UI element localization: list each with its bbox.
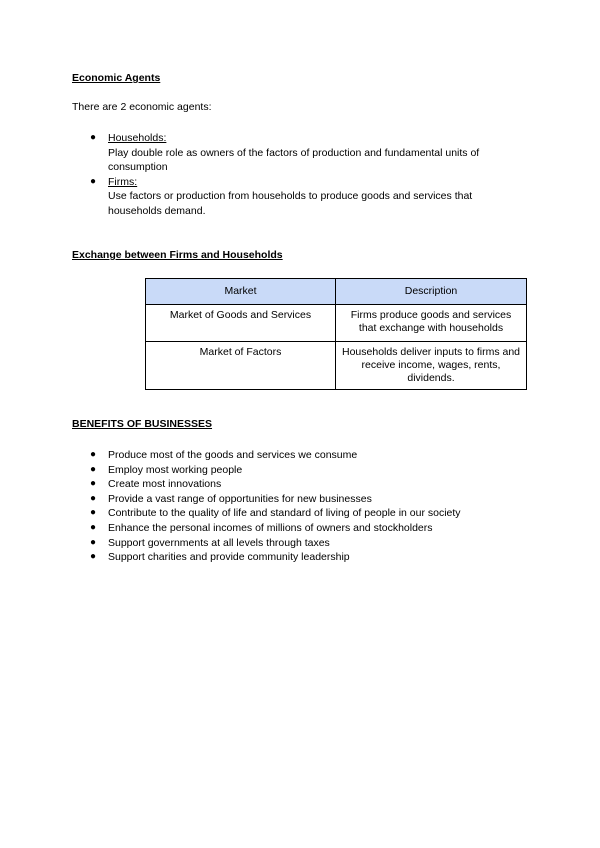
bullet-icon: ● [90, 449, 97, 460]
bullet-icon: ● [90, 175, 97, 187]
bullet-icon: ● [90, 478, 97, 490]
list-item: ● Produce most of the goods and services we consume [90, 449, 358, 461]
list-item: ● Create most innovations [90, 478, 222, 491]
list-item: ● Employ most working people [90, 463, 243, 476]
bullet-icon: ● [90, 132, 97, 143]
list-item: ● Support governments at all levels through taxes [90, 536, 330, 549]
agents-list [72, 131, 512, 219]
agents-intro-text: There are 2 economic agents: [72, 101, 212, 113]
exchange-heading: Exchange between Firms and Households [72, 249, 283, 261]
firms-description: Use factors or production from households to produce goods and services that households demand. [108, 190, 473, 217]
bullet-icon: ● [90, 536, 97, 548]
bullet-icon: ● [90, 463, 97, 475]
list-item: ● Support charities and provide community leadership [90, 551, 350, 564]
bullet-icon: ● [90, 521, 97, 533]
list-item-households [72, 131, 512, 175]
list-item: ● Contribute to the quality of life and standard of living of people in our society [90, 507, 461, 520]
economic-agents-heading: Economic Agents [72, 72, 161, 84]
column-header-description: Description [336, 279, 527, 305]
households-label: Households: [108, 132, 167, 144]
column-header-market: Market [146, 279, 336, 305]
exchange-table [145, 278, 527, 390]
benefits-list [72, 448, 532, 565]
list-item: ● Enhance the personal incomes of millions of owners and stockholders [90, 521, 433, 534]
description-cell: Households deliver inputs to firms and receive income, wages, rents, dividends. [336, 342, 527, 390]
benefits-heading: BENEFITS OF BUSINESSES [72, 418, 213, 430]
table-row [146, 342, 527, 390]
market-cell: Market of Goods and Services [146, 305, 336, 342]
firms-label: Firms: [108, 175, 138, 188]
table-header-row [146, 279, 527, 305]
households-description: Play double role as owners of the factors of production and fundamental units of consumption [108, 146, 480, 174]
list-item: ● Provide a vast range of opportunities for new businesses [90, 492, 372, 505]
table-row [146, 305, 527, 342]
description-cell: Firms produce goods and services that exchange with households [336, 305, 527, 342]
bullet-icon: ● [90, 492, 97, 504]
list-item-firms [72, 175, 512, 219]
market-cell: Market of Factors [146, 342, 336, 390]
bullet-icon: ● [90, 551, 97, 563]
bullet-icon: ● [90, 507, 97, 519]
